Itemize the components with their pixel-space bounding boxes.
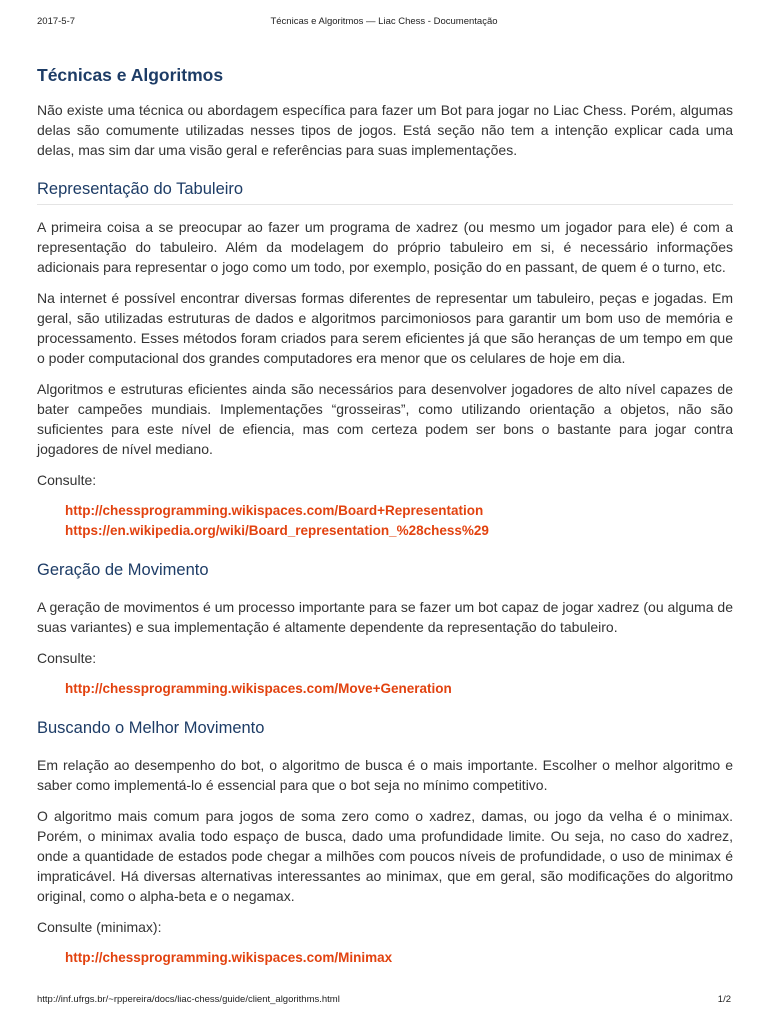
print-date: 2017-5-7 [37, 16, 76, 27]
section-move-generation [37, 559, 733, 699]
print-document-title: Técnicas e Algoritmos — Liac Chess - Documentação [270, 16, 498, 27]
consult-label: Consulte (minimax): [37, 919, 162, 935]
paragraph: O algoritmo mais comum para jogos de soma zero como o xadrez, damas, ou jogo da velha é o minimax. Porém, o minimax avalia todo espaço de busca, dado uma profundidade limite. Ou seja, no caso do xadrez, onde a quantidade de estados pode chegar a milhões com poucos níveis de profundidade, o uso de minimax é impraticável. Há diversas alternativas interessantes ao minimax, que em geral, são modificações do algoritmo original, como o alpha-beta e o negamax. [37, 808, 733, 904]
reference-link[interactable]: http://chessprogramming.wikispaces.com/Minimax [65, 950, 393, 965]
paragraph: A geração de movimentos é um processo importante para se fazer um bot capaz de jogar xadrez (ou alguma de suas variantes) e sua implementação é altamente dependente da representação do tabuleiro. [37, 599, 733, 635]
section-board-representation [37, 178, 733, 541]
print-url: http://inf.ufrgs.br/~rppereira/docs/liac-chess/guide/client_algorithms.html [37, 994, 340, 1005]
paragraph: Em relação ao desempenho do bot, o algoritmo de busca é o mais importante. Escolher o melhor algoritmo e saber como implementá-lo é essencial para que o bot seja no mínimo competitivo. [37, 757, 733, 793]
reference-links [65, 501, 733, 541]
reference-link[interactable]: https://en.wikipedia.org/wiki/Board_representation_%28chess%29 [65, 523, 489, 538]
page-number: 1/2 [717, 994, 731, 1005]
paragraph: A primeira coisa a se preocupar ao fazer um programa de xadrez (ou mesmo um jogador para ele) é com a representação do tabuleiro. Além da modelagem do próprio tabuleiro em si, é necessário informações adicionais para representar o jogo como um todo, por exemplo, posição do en passant, de quem é o turno, etc. [37, 219, 733, 275]
consult-label: Consulte: [37, 472, 97, 488]
section-heading: Geração de Movimento [37, 561, 209, 579]
paragraph: Na internet é possível encontrar diversas formas diferentes de representar um tabuleiro, peças e jogadas. Em geral, são utilizadas estruturas de dados e algoritmos parcimoniosos para garantir um bom uso de memória e processamento. Esses métodos foram criados para serem eficientes já que são heranças de um tempo em que o poder computacional dos grandes computadores era menor que os celulares de hoje em dia. [37, 290, 733, 366]
section-heading: Buscando o Melhor Movimento [37, 719, 265, 737]
section-heading: Representação do Tabuleiro [37, 178, 733, 205]
paragraph: Algoritmos e estruturas eficientes ainda são necessários para desenvolver jogadores de alto nível capazes de bater campeões mundiais. Implementações “grosseiras”, como utilizando orientação a objetos, não são suficientes para este nível de efiencia, mas com certeza podem ser bons o bastante para jogar contra jogadores de nível mediano. [37, 381, 733, 457]
reference-links [65, 679, 733, 699]
section-best-move-search [37, 717, 733, 968]
intro-paragraph: Não existe uma técnica ou abordagem específica para fazer um Bot para jogar no Liac Chess. Porém, algumas delas são comumente utilizadas nesses tipos de jogos. Está seção não tem a intenção explicar cada uma delas, mas sim dar uma visão geral e referências para suas implementações. [37, 102, 733, 158]
reference-links [65, 948, 733, 968]
consult-label: Consulte: [37, 650, 97, 666]
reference-link[interactable]: http://chessprogramming.wikispaces.com/Move+Generation [65, 681, 452, 696]
reference-link[interactable]: http://chessprogramming.wikispaces.com/Board+Representation [65, 503, 484, 518]
page-title: Técnicas e Algoritmos [37, 65, 224, 85]
main-content [37, 60, 733, 986]
